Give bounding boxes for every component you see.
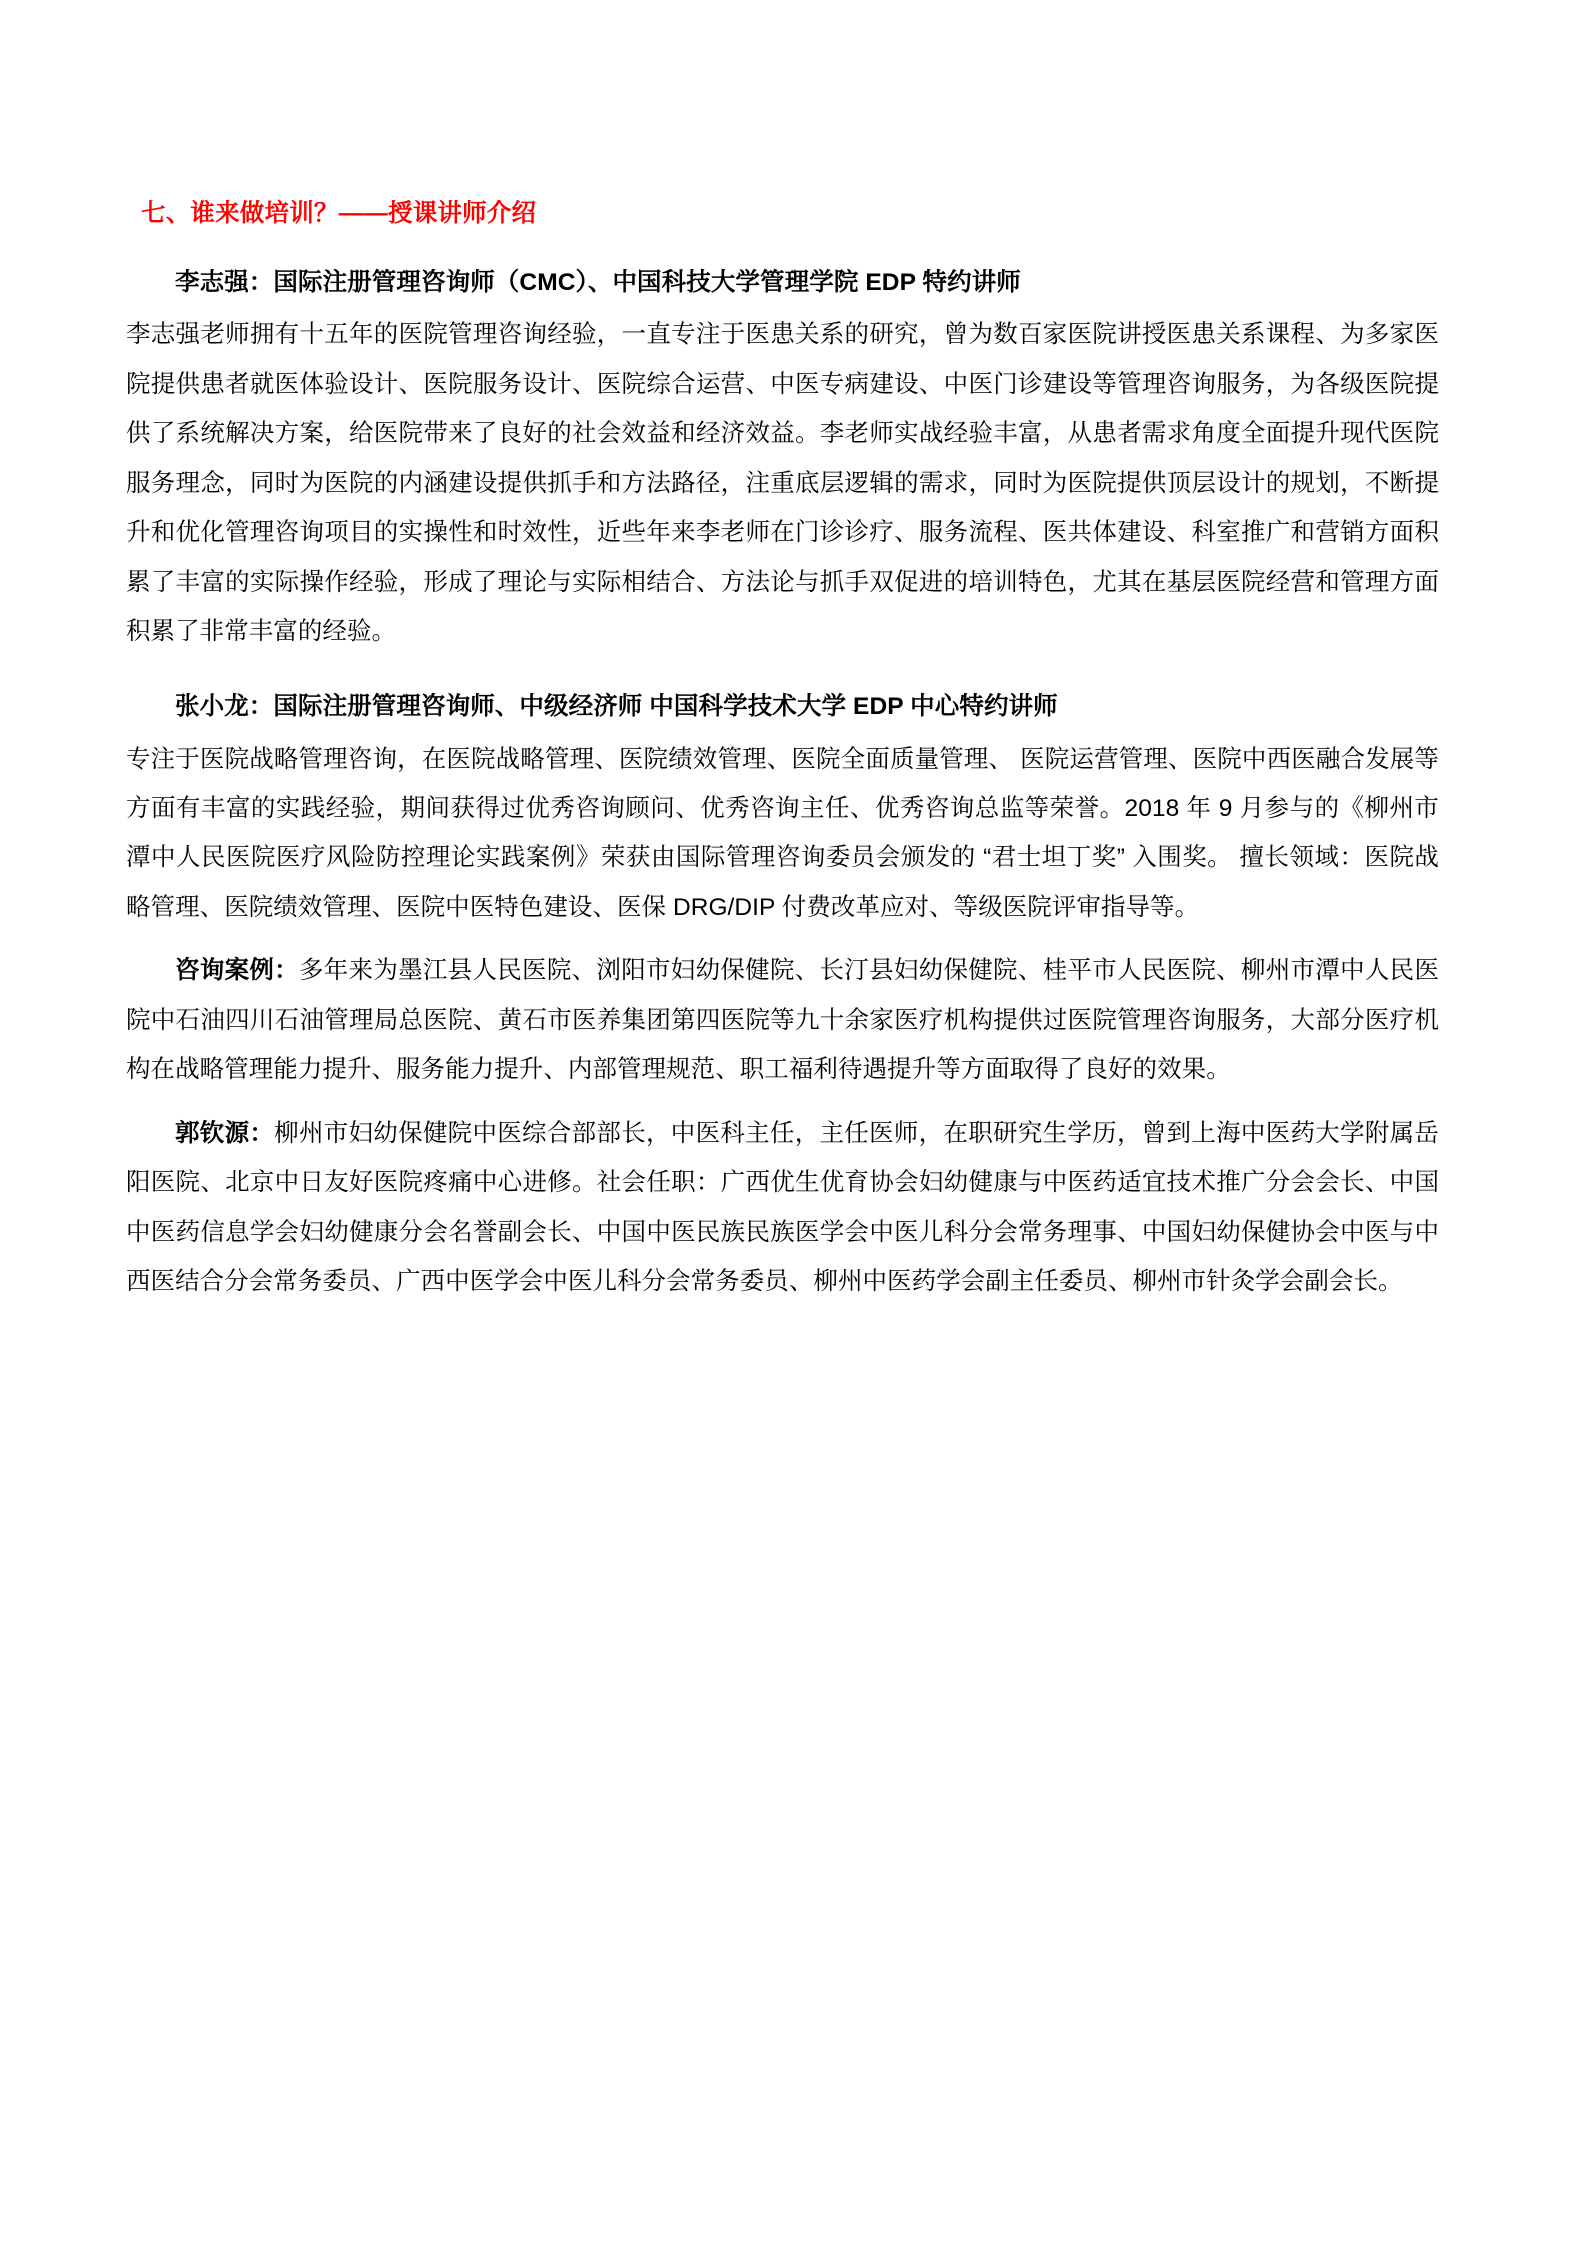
instructor-title-2: 张小龙：国际注册管理咨询师、中级经济师 中国科学技术大学 EDP 中心特约讲师 xyxy=(175,692,1058,720)
instructor-bio-2: 专注于医院战略管理咨询，在医院战略管理、医院绩效管理、医院全面质量管理、 医院运营管理、医院中西医融合发展等方面有丰富的实践经验，期间获得过优秀咨询顾问、优秀咨询主任、优秀咨询总监等荣誉。2018 年 9 月参与的《柳州市潭中人民医院医疗风险防控理论实践案例》荣获由国际管理咨询委员会颁发的 “君士坦丁奖” 入围奖。 擅长领域：医院战略管理、医院绩效管理、医院中医特色建设、医保 DRG/DIP 付费改革应对、等级医院评审指导等。 xyxy=(126,745,1439,921)
instructor-title-1: 李志强：国际注册管理咨询师（CMC）、中国科技大学管理学院 EDP 特约讲师 xyxy=(175,268,1021,296)
section-heading: 七、谁来做培训？——授课讲师介绍 xyxy=(141,200,537,227)
instructor-name-label-3: 郭钦源： xyxy=(175,1119,275,1147)
instructor-bio-3: 柳州市妇幼保健院中医综合部部长，中医科主任，主任医师，在职研究生学历，曾到上海中医药大学附属岳阳医院、北京中日友好医院疼痛中心进修。社会任职：广西优生优育协会妇幼健康与中医药适宜技术推广分会会长、中国中医药信息学会妇幼健康分会名誉副会长、中国中医民族民族医学会中医儿科分会常务理事、中国妇幼保健协会中医与中西医结合分会常务委员、广西中医学会中医儿科分会常务委员、柳州中医药学会副主任委员、柳州市针灸学会副会长。 xyxy=(126,1119,1439,1296)
consulting-cases-text: 多年来为墨江县人民医院、浏阳市妇幼保健院、长汀县妇幼保健院、桂平市人民医院、柳州市潭中人民医院中石油四川石油管理局总医院、黄石市医养集团第四医院等九十余家医疗机构提供过医院管理咨询服务，大部分医疗机构在战略管理能力提升、服务能力提升、内部管理规范、职工福利待遇提升等方面取得了良好的效果。 xyxy=(126,957,1440,1084)
instructor-bio-3-paragraph xyxy=(126,1109,1439,1307)
section-spacer xyxy=(126,661,1439,687)
consulting-cases-paragraph xyxy=(126,946,1439,1094)
instructor-bio-1: 李志强老师拥有十五年的医院管理咨询经验，一直专注于医患关系的研究，曾为数百家医院讲授医患关系课程、为多家医院提供患者就医体验设计、医院服务设计、医院综合运营、中医专病建设、中医门诊建设等管理咨询服务，为各级医院提供了系统解决方案，给医院带来了良好的社会效益和经济效益。李老师实战经验丰富，从患者需求角度全面提升现代医院服务理念，同时为医院的内涵建设提供抓手和方法路径，注重底层逻辑的需求，同时为医院提供顶层设计的规划，不断提升和优化管理咨询项目的实操性和时效性，近些年来李老师在门诊诊疗、服务流程、医共体建设、科室推广和营销方面积累了丰富的实际操作经验，形成了理论与实际相结合、方法论与抓手双促进的培训特色，尤其在基层医院经营和管理方面积累了非常丰富的经验。 xyxy=(126,321,1439,646)
paragraph-spacer xyxy=(126,936,1439,946)
paragraph-spacer-2 xyxy=(126,1099,1439,1109)
consulting-cases-label: 咨询案例： xyxy=(175,957,299,985)
